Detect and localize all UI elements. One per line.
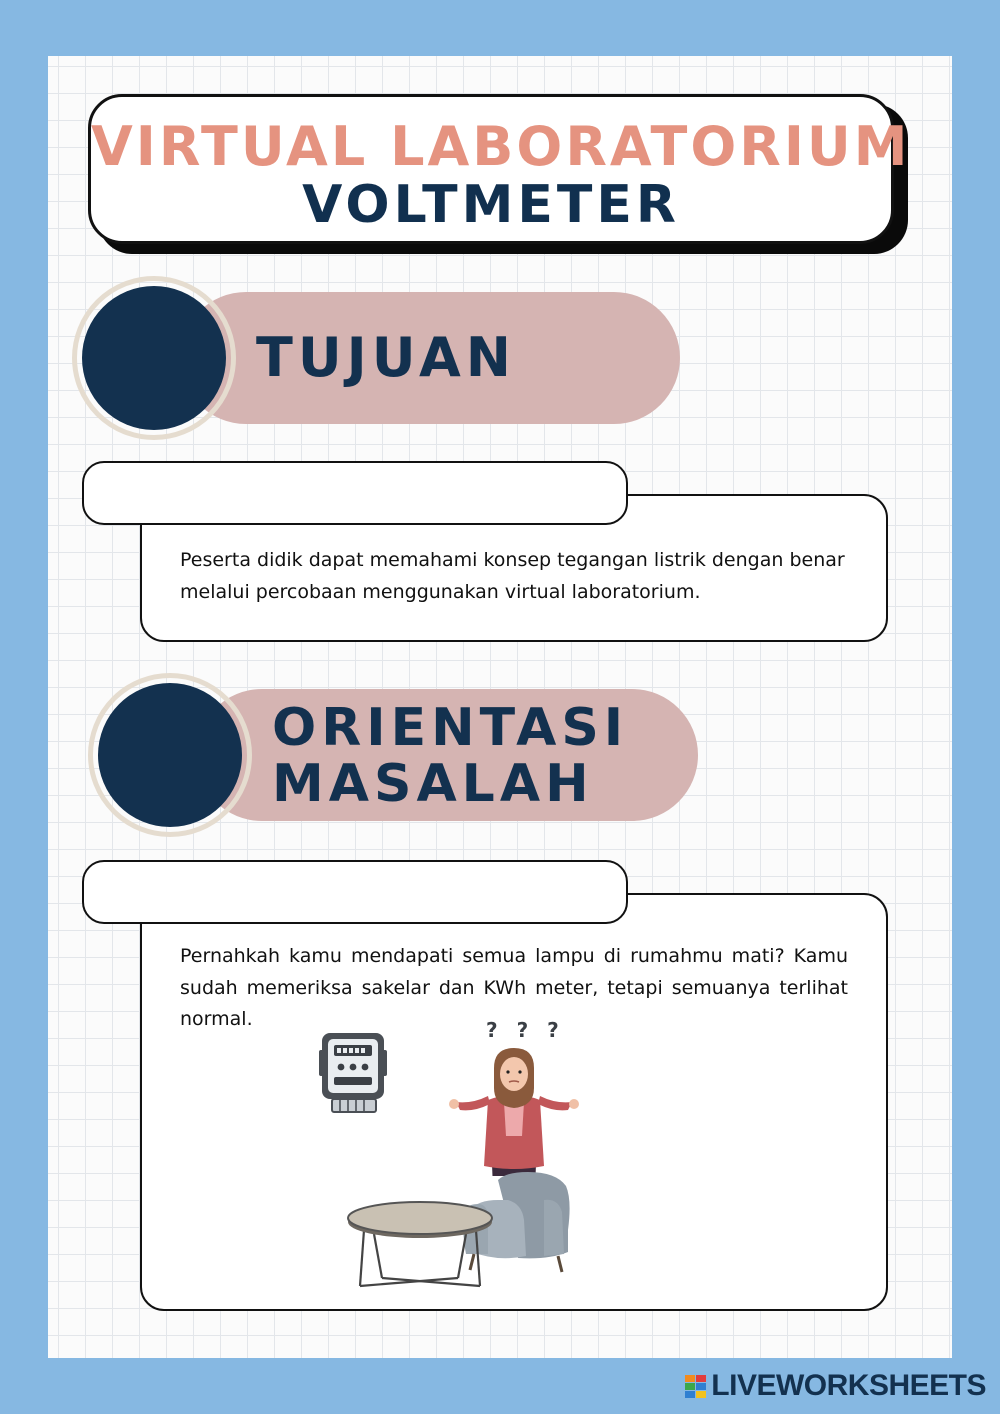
tujuan-heading: TUJUAN bbox=[256, 326, 516, 389]
title-box bbox=[88, 94, 911, 244]
title-line-1: VIRTUAL LABORATORIUM bbox=[91, 115, 911, 178]
tujuan-heading-disc bbox=[82, 286, 226, 430]
orientasi-heading-line-2: MASALAH bbox=[272, 754, 594, 814]
orientasi-heading-disc bbox=[98, 683, 242, 827]
liveworksheets-logo bbox=[685, 1364, 986, 1408]
orientasi-text: Pernahkah kamu mendapati semua lampu di rumahmu mati? Kamu sudah memeriksa sakelar dan KWh meter, tetapi semuanya terlihat normal. bbox=[180, 945, 848, 1030]
confused-woman-icon bbox=[444, 1044, 584, 1176]
kwh-meter-icon bbox=[318, 1030, 392, 1114]
title-line-2: VOLTMETER bbox=[302, 175, 680, 235]
liveworksheets-logo-icon bbox=[685, 1373, 707, 1399]
question-marks: ? ? ? bbox=[486, 1018, 565, 1042]
tujuan-text: Peserta didik dapat memahami konsep tegangan listrik dengan benar melalui percobaan menggunakan virtual laboratorium. bbox=[180, 549, 845, 603]
orientasi-heading-line-1: ORIENTASI bbox=[272, 698, 629, 758]
brand-name: LIVEWORKSHEETS bbox=[711, 1369, 986, 1402]
orientasi-input-field[interactable] bbox=[82, 860, 628, 924]
round-table-icon bbox=[346, 1196, 494, 1290]
orientasi-heading bbox=[272, 700, 628, 812]
tujuan-input-field[interactable] bbox=[82, 461, 628, 525]
